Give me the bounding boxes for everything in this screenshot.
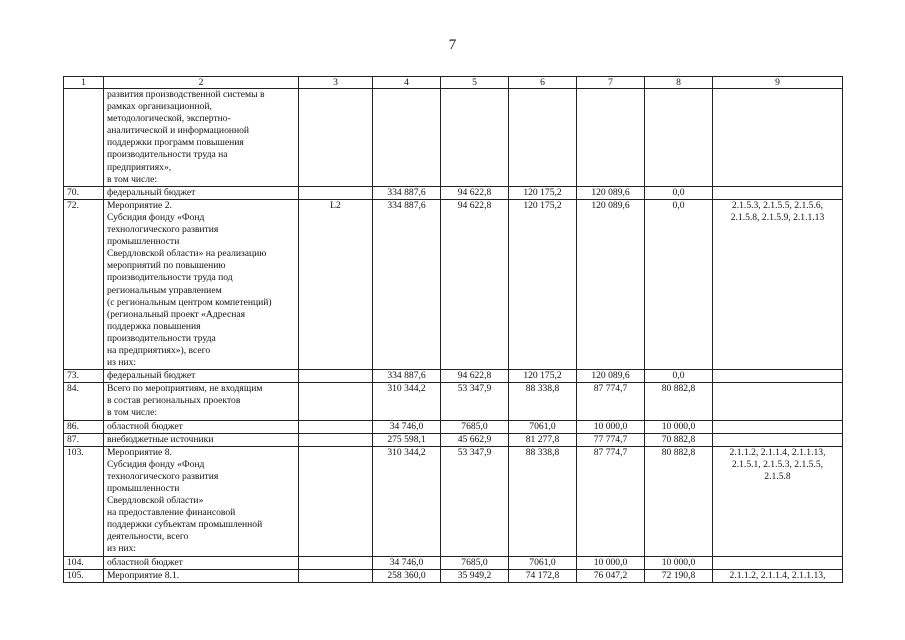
value-col6: 120 175,2 (509, 199, 577, 369)
target-indicators (713, 89, 843, 187)
value-col8: 80 882,8 (645, 383, 713, 420)
table-row (64, 186, 843, 199)
target-indicators: 2.1.5.3, 2.1.5.5, 2.1.5.6, 2.1.5.8, 2.1.5.9, 2.1.1.13 (713, 199, 843, 369)
value-col5: 94 622,8 (441, 186, 509, 199)
value-col5: 53 347,9 (441, 383, 509, 420)
target-indicators (713, 433, 843, 446)
row-name: развития производственной системы в рамках организационной, методологической, экспертно- аналитической и информационной поддержки программ повышения производительности труда на предприятиях», в том числе: (104, 89, 299, 187)
table-row (64, 569, 843, 582)
value-col7: 10 000,0 (577, 420, 645, 433)
value-total: 334 887,6 (373, 186, 441, 199)
target-indicators: 2.1.1.2, 2.1.1.4, 2.1.1.13, 2.1.5.1, 2.1.5.3, 2.1.5.5, 2.1.5.8 (713, 446, 843, 556)
target-indicators (713, 556, 843, 569)
row-code (299, 370, 373, 383)
value-col6: 120 175,2 (509, 370, 577, 383)
value-col8: 70 882,8 (645, 433, 713, 446)
row-number: 86. (64, 420, 104, 433)
table-row (64, 383, 843, 420)
row-code (299, 420, 373, 433)
row-code (299, 383, 373, 420)
table-header-row (64, 77, 843, 89)
budget-table (63, 76, 843, 583)
row-name: Мероприятие 2. Субсидия фонду «Фонд технологического развития промышленности Свердловской области» на реализацию мероприятий по повышению производительности труда под региональным управлением (с региональным центром компетенций) (региональный проект «Адресная поддержка повышения производительности труда на предприятиях»), всего из них: (104, 199, 299, 369)
value-col6: 88 338,8 (509, 383, 577, 420)
page-number: 7 (448, 37, 457, 53)
value-total: 34 746,0 (373, 420, 441, 433)
value-total: 310 344,2 (373, 446, 441, 556)
value-col8: 0,0 (645, 186, 713, 199)
value-col6 (509, 89, 577, 187)
value-total: 310 344,2 (373, 383, 441, 420)
column-header: 8 (645, 77, 713, 89)
column-header: 7 (577, 77, 645, 89)
row-number: 104. (64, 556, 104, 569)
table-row (64, 446, 843, 556)
row-number: 87. (64, 433, 104, 446)
target-indicators: 2.1.1.2, 2.1.1.4, 2.1.1.13, (713, 569, 843, 582)
row-code (299, 89, 373, 187)
value-total (373, 89, 441, 187)
row-number: 84. (64, 383, 104, 420)
row-name: федеральный бюджет (104, 186, 299, 199)
value-col6: 88 338,8 (509, 446, 577, 556)
value-total: 258 360,0 (373, 569, 441, 582)
value-total: 275 598,1 (373, 433, 441, 446)
value-col6: 74 172,8 (509, 569, 577, 582)
table-row (64, 420, 843, 433)
table-row (64, 370, 843, 383)
table-row (64, 89, 843, 187)
row-name: Мероприятие 8.1. (104, 569, 299, 582)
value-col5: 94 622,8 (441, 199, 509, 369)
value-col7: 87 774,7 (577, 383, 645, 420)
row-name: Мероприятие 8. Субсидия фонду «Фонд технологического развития промышленности Свердловской области» на предоставление финансовой поддержки субъектам промышленной деятельности, всего из них: (104, 446, 299, 556)
value-col8: 80 882,8 (645, 446, 713, 556)
column-header: 3 (299, 77, 373, 89)
value-col8: 0,0 (645, 370, 713, 383)
value-col7: 10 000,0 (577, 556, 645, 569)
column-header: 1 (64, 77, 104, 89)
column-header: 4 (373, 77, 441, 89)
row-code: L2 (299, 199, 373, 369)
value-total: 334 887,6 (373, 370, 441, 383)
value-col7: 120 089,6 (577, 370, 645, 383)
target-indicators (713, 370, 843, 383)
row-number: 105. (64, 569, 104, 582)
row-number: 73. (64, 370, 104, 383)
value-col8: 0,0 (645, 199, 713, 369)
table-row (64, 556, 843, 569)
row-number: 103. (64, 446, 104, 556)
value-total: 334 887,6 (373, 199, 441, 369)
value-col5: 53 347,9 (441, 446, 509, 556)
column-header: 6 (509, 77, 577, 89)
row-code (299, 433, 373, 446)
value-col7: 87 774,7 (577, 446, 645, 556)
value-col6: 7061,0 (509, 556, 577, 569)
table-row (64, 199, 843, 369)
value-col5: 7685,0 (441, 556, 509, 569)
value-col5: 94 622,8 (441, 370, 509, 383)
row-code (299, 446, 373, 556)
value-col7: 77 774,7 (577, 433, 645, 446)
value-col5 (441, 89, 509, 187)
row-number (64, 89, 104, 187)
column-header: 9 (713, 77, 843, 89)
value-col5: 45 662,9 (441, 433, 509, 446)
row-number: 70. (64, 186, 104, 199)
table-row (64, 433, 843, 446)
row-name: федеральный бюджет (104, 370, 299, 383)
value-col7: 76 047,2 (577, 569, 645, 582)
value-col7: 120 089,6 (577, 199, 645, 369)
value-col5: 35 949,2 (441, 569, 509, 582)
target-indicators (713, 420, 843, 433)
value-col7: 120 089,6 (577, 186, 645, 199)
value-col6: 120 175,2 (509, 186, 577, 199)
row-code (299, 556, 373, 569)
column-header: 2 (104, 77, 299, 89)
value-col7 (577, 89, 645, 187)
row-name: Всего по мероприятиям, не входящим в состав региональных проектов в том числе: (104, 383, 299, 420)
row-name: внебюджетные источники (104, 433, 299, 446)
column-header: 5 (441, 77, 509, 89)
value-col8: 10 000,0 (645, 420, 713, 433)
value-col8 (645, 89, 713, 187)
value-total: 34 746,0 (373, 556, 441, 569)
row-number: 72. (64, 199, 104, 369)
target-indicators (713, 383, 843, 420)
value-col6: 81 277,8 (509, 433, 577, 446)
value-col5: 7685,0 (441, 420, 509, 433)
value-col8: 72 190,8 (645, 569, 713, 582)
row-code (299, 569, 373, 582)
row-name: областной бюджет (104, 420, 299, 433)
row-code (299, 186, 373, 199)
target-indicators (713, 186, 843, 199)
value-col8: 10 000,0 (645, 556, 713, 569)
value-col6: 7061,0 (509, 420, 577, 433)
row-name: областной бюджет (104, 556, 299, 569)
